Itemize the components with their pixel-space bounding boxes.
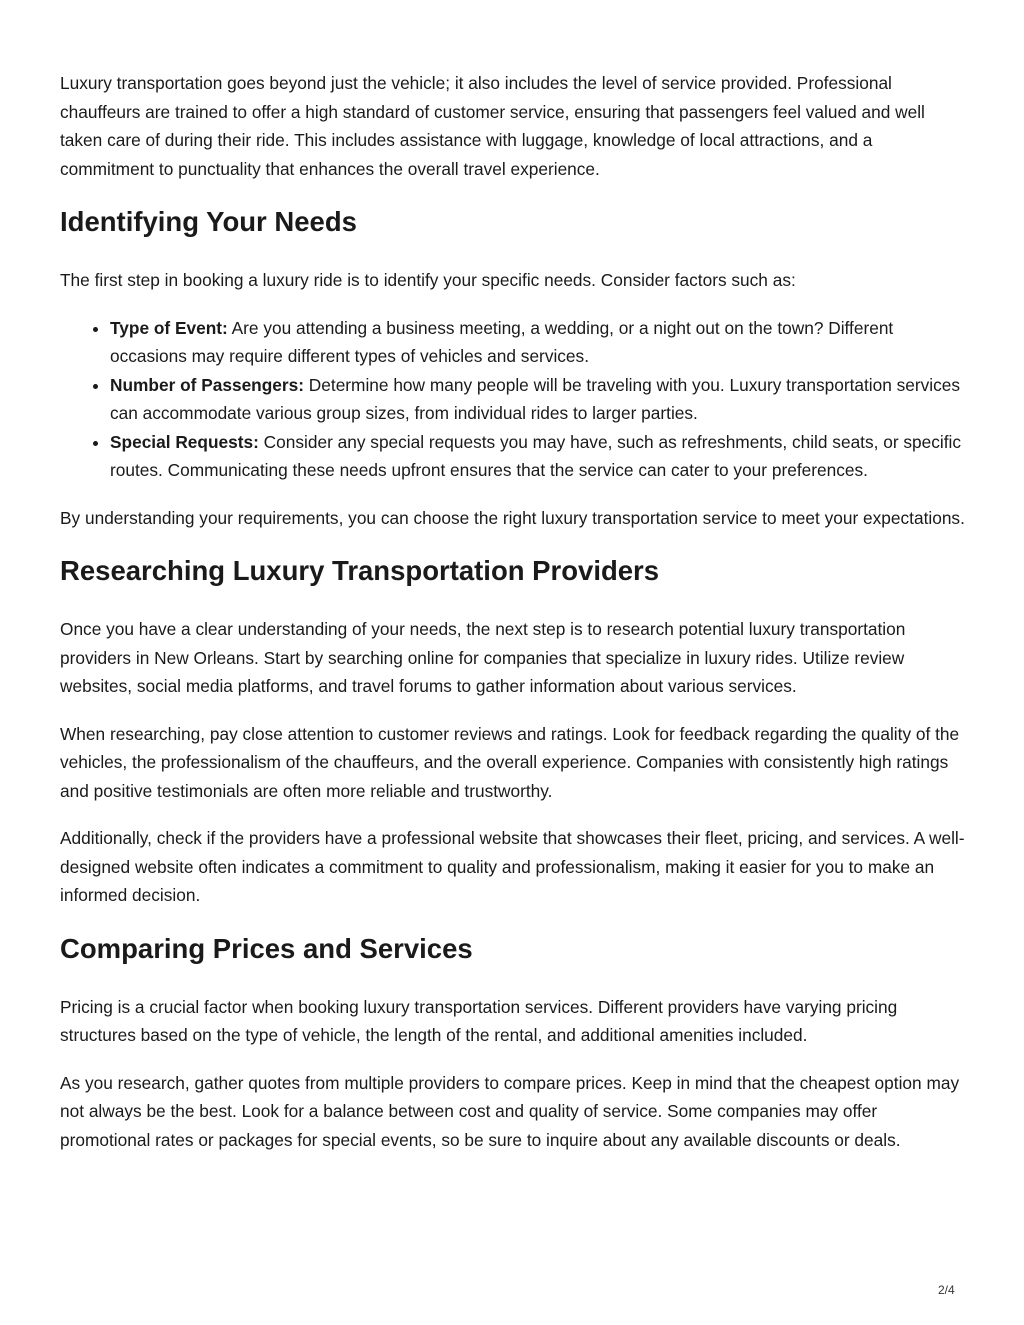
list-item: [110, 314, 970, 371]
identifying-needs-closing: By understanding your requirements, you can choose the right luxury transportation service to meet your expectations.: [60, 507, 965, 528]
researching-paragraph: Additionally, check if the providers have a professional website that showcases their fleet, pricing, and services. A well-designed website often indicates a commitment to quality and professionalism, making it easier for you to make an informed decision.: [60, 828, 965, 905]
identifying-needs-lead: The first step in booking a luxury ride is to identify your specific needs. Consider factors such as:: [60, 270, 796, 290]
comparing-paragraph: As you research, gather quotes from multiple providers to compare prices. Keep in mind that the cheapest option may not always be the best. Look for a balance between cost and quality of service. Some companies may offer promotional rates or packages for special events, so be sure to inquire about any available discounts or deals.: [60, 1072, 960, 1150]
list-item-text: Are you attending a business meeting, a wedding, or a night out on the town? Different occasions may require different types of vehicles and services.: [110, 317, 894, 366]
researching-paragraph: When researching, pay close attention to customer reviews and ratings. Look for feedback regarding the quality of the vehicles, the professionalism of the chauffeurs, and the overall experience. Companies with consistently high ratings and positive testimonials are often more reliable and trustworthy.: [60, 723, 960, 801]
list-item: [110, 428, 970, 485]
needs-list: [60, 314, 970, 485]
intro-paragraph: Luxury transportation goes beyond just the vehicle; it also includes the level of service provided. Professional chauffeurs are trained to offer a high standard of customer service, ensuring that passengers feel valued and well taken care of during their ride. This includes assistance with luggage, knowledge of local attractions, and a commitment to punctuality that enhances the overall travel experience.: [60, 73, 925, 179]
document-page: [60, 69, 970, 1173]
list-item-text: Determine how many people will be traveling with you. Luxury transportation services can accommodate various group sizes, from individual rides to larger parties.: [110, 374, 961, 423]
identifying-needs-heading: Identifying Your Needs: [60, 206, 357, 237]
researching-paragraph: Once you have a clear understanding of your needs, the next step is to research potential luxury transportation providers in New Orleans. Start by searching online for companies that specialize in luxury rides. Utilize review websites, social media platforms, and travel forums to gather information about various services.: [60, 619, 906, 696]
page-number: 2/4: [938, 1283, 955, 1297]
researching-providers-heading: Researching Luxury Transportation Providers: [60, 555, 660, 586]
list-item-term: Type of Event:: [110, 317, 228, 338]
list-item-text: Consider any special requests you may have, such as refreshments, child seats, or specific routes. Communicating these needs upfront ensures that the service can cater to your preferences.: [110, 431, 962, 480]
comparing-paragraph: Pricing is a crucial factor when booking luxury transportation services. Different providers have varying pricing structures based on the type of vehicle, the length of the rental, and additional amenities included.: [60, 996, 898, 1045]
list-item: [110, 371, 970, 428]
comparing-prices-heading: Comparing Prices and Services: [60, 932, 473, 964]
list-item-term: Special Requests:: [110, 431, 259, 452]
list-item-term: Number of Passengers:: [110, 374, 304, 395]
